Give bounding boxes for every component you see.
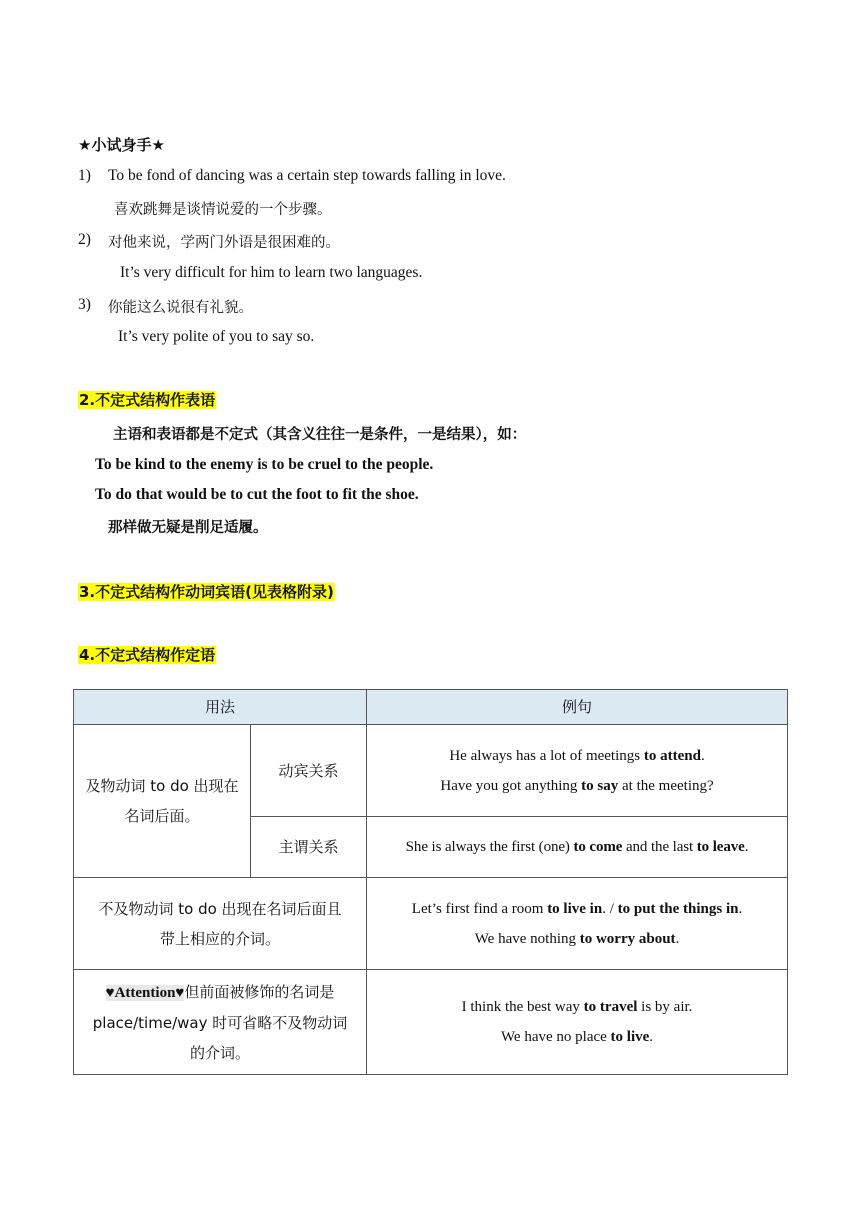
header-example: 例句	[367, 690, 788, 725]
relation-cell: 主谓关系	[251, 817, 367, 878]
example-sentence: I think the best way to travel is by air.	[461, 999, 693, 1015]
relation-cell: 动宾关系	[251, 725, 367, 817]
practice-item-text: 你能这么说很有礼貌。	[108, 300, 253, 316]
usage-cell	[74, 878, 367, 970]
usage-text: ♥Attention♥但前面被修饰的名词是	[105, 982, 335, 1001]
usage-text: 不及物动词 to do 出现在名词后面且	[98, 899, 342, 918]
table-row	[74, 970, 788, 1075]
example-sentence: We have no place to live.	[500, 1029, 654, 1045]
example-sentence: She is always the first (one) to come and the last to leave.	[405, 839, 749, 855]
usage-cell	[74, 725, 251, 878]
example-cell	[367, 725, 788, 817]
practice-item-text: 对他来说，学两门外语是很困难的。	[108, 235, 340, 251]
usage-text: 带上相应的介词。	[160, 929, 281, 948]
practice-item-answer: 喜欢跳舞是谈情说爱的一个步骤。	[114, 202, 332, 218]
usage-cell	[74, 970, 367, 1075]
grammar-table	[73, 689, 788, 1075]
example-cell	[367, 878, 788, 970]
usage-text: 及物动词 to do 出现在	[85, 777, 239, 795]
example-cell	[367, 817, 788, 878]
section2-heading: 2.不定式结构作表语	[79, 391, 216, 409]
section4-heading: 4.不定式结构作定语	[79, 646, 216, 664]
table-header-row	[74, 690, 788, 725]
usage-text: place/time/way 时可省略不及物动词	[92, 1013, 348, 1032]
section2-example-translation: 那样做无疑是削足适履。	[108, 520, 268, 536]
item-number: 1)	[78, 167, 91, 184]
example-sentence: We have nothing to worry about.	[474, 930, 680, 947]
header-usage: 用法	[74, 690, 367, 725]
example-sentence: Have you got anything to say at the meeting?	[440, 777, 714, 794]
section2-example: To do that would be to cut the foot to fit the shoe.	[95, 486, 419, 503]
table-row	[74, 878, 788, 970]
practice-item-text: To be fond of dancing was a certain step towards falling in love.	[108, 167, 506, 184]
practice-item-answer: It’s very difficult for him to learn two languages.	[120, 264, 423, 281]
practice-item-answer: It’s very polite of you to say so.	[118, 328, 315, 345]
example-sentence: Let’s first find a room to live in. / to put the things in.	[411, 900, 743, 917]
attention-label: ♥Attention♥	[105, 984, 185, 1001]
section-heading	[78, 581, 335, 602]
item-number: 3)	[78, 296, 91, 313]
section3-heading: 3.不定式结构作动词宾语(见表格附录)	[79, 583, 334, 601]
example-sentence: He always has a lot of meetings to attend.	[449, 747, 705, 764]
section-heading	[78, 644, 216, 665]
section-heading	[78, 389, 216, 410]
example-cell	[367, 970, 788, 1075]
table-row	[74, 725, 788, 817]
section2-example: To be kind to the enemy is to be cruel to the people.	[95, 456, 434, 473]
section2-desc: 主语和表语都是不定式（其含义往往一是条件，一是结果），如：	[113, 427, 527, 443]
usage-text: 的介词。	[190, 1043, 251, 1062]
item-number: 2)	[78, 231, 91, 248]
practice-heading: ★小试身手★	[78, 136, 165, 154]
usage-text: 名词后面。	[124, 807, 200, 825]
